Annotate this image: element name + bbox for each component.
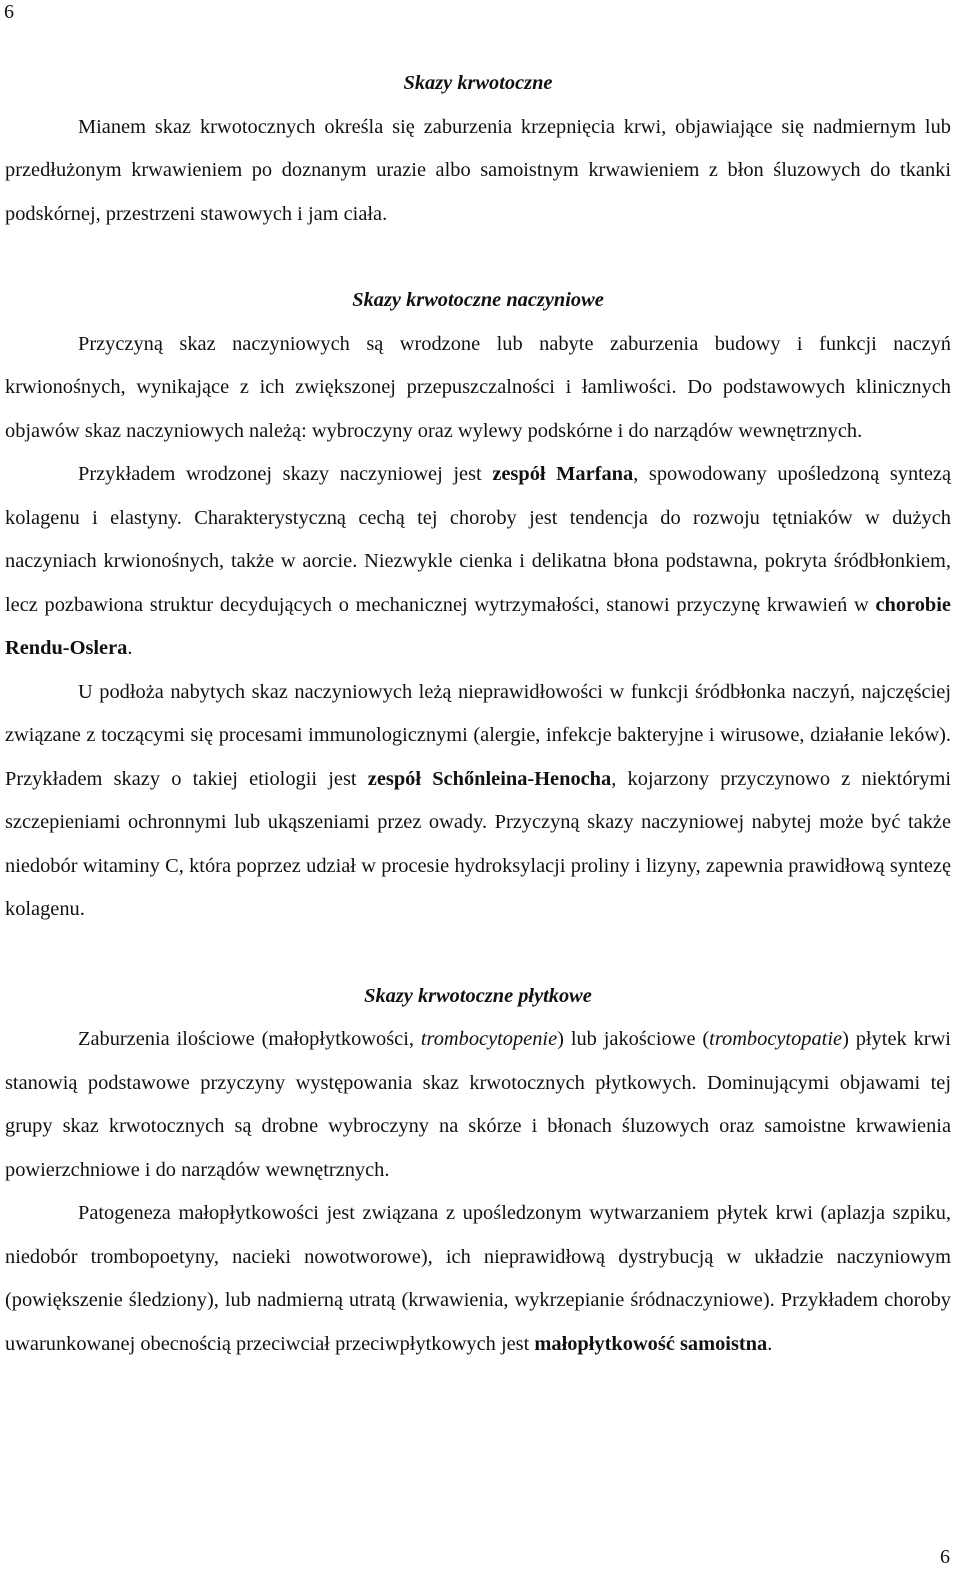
page-number-bottom: 6 (940, 1546, 950, 1568)
italic-term: trombocytopenie (420, 1028, 558, 1050)
paragraph: Patogeneza małopłytkowości jest związana z upośledzonym wytwarzaniem płytek krwi (aplazja szpiku, niedobór trombopoetyny, nacieki nowotworowe), ich nieprawidłową dystrybucją w układzie naczyniowym (powiększenie śledziony), lub nadmierną utratą (krwawienia, wykrzepianie śródnaczyniowe). Przykładem choroby uwarunkowanej obecnością przeciwciał przeciwpłytkowych jest małopłytkowość samoistna. (5, 1202, 951, 1355)
bold-term: zespół Marfana (492, 463, 634, 485)
bold-term: zespół Schőnleina-Henocha (367, 767, 612, 790)
paragraph: Zaburzenia ilościowe (małopłytkowości, trombocytopenie) lub jakościowe (trombocytopatie) płytek krwi stanowią podstawowe przyczyny występowania skaz krwotocznych płytkowych. Dominującymi objawami tej grupy skaz krwotocznych są drobne wybroczyny na skórze i błonach śluzowych oraz samoistne krwawienia powierzchniowe i do narządów wewnętrznych. (5, 1028, 951, 1181)
bold-term: małopłytkowość samoistna (534, 1332, 768, 1355)
section-heading: Skazy krwotoczne naczyniowe (352, 289, 604, 311)
section-heading: Skazy krwotoczne (403, 72, 553, 94)
document-body (5, 62, 951, 1366)
page-number-top: 6 (4, 1, 14, 23)
paragraph: Przyczyną skaz naczyniowych są wrodzone lub nabyte zaburzenia budowy i funkcji naczyń krwionośnych, wynikające z ich zwiększonej przepuszczalności i łamliwości. Do podstawowych klinicznych objawów skaz naczyniowych należą: wybroczyny oraz wylewy podskórne i do narządów wewnętrznych. (5, 332, 951, 442)
section-heading: Skazy krwotoczne płytkowe (364, 984, 592, 1007)
paragraph: U podłoża nabytych skaz naczyniowych leżą nieprawidłowości w funkcji śródbłonka naczyń, najczęściej związane z toczącymi się procesami immunologicznymi (alergie, infekcje bakteryjne i wirusowe, działanie leków). Przykładem skazy o takiej etiologii jest zespół Schőnleina-Henocha, kojarzony przyczynowo z niektórymi szczepieniami ochronnymi lub ukąszeniami przez owady. Przyczyną skazy naczyniowej nabytej może być także niedobór witaminy C, która poprzez udział w procesie hydroksylacji proliny i lizyny, zapewnia prawidłową syntezę kolagenu. (5, 680, 952, 920)
italic-term: trombocytopatie (709, 1028, 843, 1050)
bold-term: chorobie Rendu-Oslera (5, 593, 951, 659)
paragraph: Przykładem wrodzonej skazy naczyniowej jest zespół Marfana, spowodowany upośledzoną syntezą kolagenu i elastyny. Charakterystyczną cechą tej choroby jest tendencja do rozwoju tętniaków w dużych naczyniach krwionośnych, także w aorcie. Niezwykle cienka i delikatna błona podstawna, pokryta śródbłonkiem, lecz pozbawiona struktur decydujących o mechanicznej wytrzymałości, stanowi przyczynę krwawień w chorobie Rendu-Oslera. (5, 463, 951, 659)
paragraph: Mianem skaz krwotocznych określa się zaburzenia krzepnięcia krwi, objawiające się nadmiernym lub przedłużonym krwawieniem po doznanym urazie albo samoistnym krwawieniem z błon śluzowych do tkanki podskórnej, przestrzeni stawowych i jam ciała. (5, 115, 951, 225)
